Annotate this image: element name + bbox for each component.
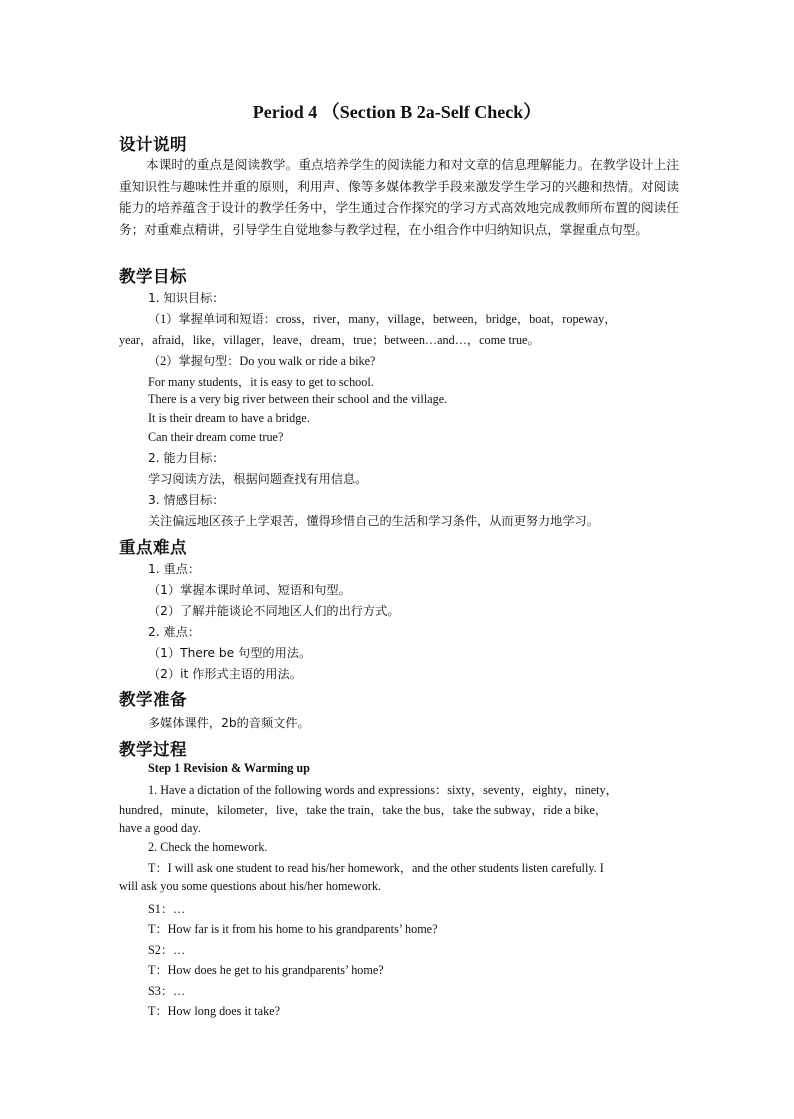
ability-goal-text: 学习阅读方法，根据问题查找有用信息。 <box>148 472 368 486</box>
key-point-2: （2）了解并能谈论不同地区人们的出行方式。 <box>148 604 400 618</box>
knowledge-goal-label: 1. 知识目标： <box>148 291 225 305</box>
student-1-line: S1：… <box>148 902 186 916</box>
step-1-title: Step 1 Revision & Warming up <box>148 761 310 775</box>
dictation-line-3: have a good day. <box>119 821 201 835</box>
emotion-goal-label: 3. 情感目标： <box>148 493 225 507</box>
sentence-pattern-label: （2）掌握句型：Do you walk or ride a bike? <box>148 354 376 368</box>
check-homework: 2. Check the homework. <box>148 840 268 854</box>
ability-goal-label: 2. 能力目标： <box>148 451 225 465</box>
heading-teaching-process: 教学过程 <box>119 740 187 759</box>
teacher-line-4: T：How long does it take? <box>148 1004 281 1018</box>
sentence-2: There is a very big river between their school and the village. <box>148 392 448 406</box>
difficult-point-label: 2. 难点： <box>148 625 201 639</box>
sentence-3: It is their dream to have a bridge. <box>148 411 310 425</box>
teacher-line-1b: will ask you some questions about his/her homework. <box>119 879 382 893</box>
key-point-label: 1. 重点： <box>148 562 201 576</box>
dictation-line-2: hundred，minute，kilometer，live，take the train，take the bus，take the subway，ride a bike， <box>119 803 608 817</box>
heading-teaching-prep: 教学准备 <box>119 690 187 709</box>
heading-key-points: 重点难点 <box>119 538 187 557</box>
difficult-point-2: （2）it 作形式主语的用法。 <box>148 667 302 681</box>
emotion-goal-text: 关注偏远地区孩子上学艰苦，懂得珍惜自己的生活和学习条件，从而更努力地学习。 <box>148 514 599 528</box>
teacher-line-3: T：How does he get to his grandparents’ home? <box>148 963 384 977</box>
difficult-point-1: （1）There be 句型的用法。 <box>148 646 312 660</box>
key-point-1: （1）掌握本课时单词、短语和句型。 <box>148 583 351 597</box>
sentence-4: Can their dream come true? <box>148 430 284 444</box>
design-paragraph: 本课时的重点是阅读教学。重点培养学生的阅读能力和对文章的信息理解能力。在教学设计上注重知识性与趣味性并重的原则，利用声、像等多媒体教学手段来激发学生学习的兴趣和热情。对阅读能力的培养蕴含于设计的教学任务中，学生通过合作探究的学习方式高效地完成教师所布置的阅读任务；对重难点精讲，引导学生自觉地参与教学过程，在小组合作中归纳知识点，掌握重点句型。 <box>119 157 679 237</box>
vocab-line-1: （1）掌握单词和短语：cross，river，many，village，between，bridge，boat，ropeway， <box>148 312 617 326</box>
teacher-line-1a: T：I will ask one student to read his/her homework，and the other students listen carefully. I <box>148 861 604 875</box>
heading-teaching-goals: 教学目标 <box>119 267 187 286</box>
prep-text: 多媒体课件，2b的音频文件。 <box>148 716 310 730</box>
student-3-line: S3：… <box>148 984 186 998</box>
heading-design-notes: 设计说明 <box>119 135 187 154</box>
dictation-line-1: 1. Have a dictation of the following words and expressions：sixty，seventy，eighty，ninety， <box>148 783 618 797</box>
sentence-1: For many students，it is easy to get to school. <box>148 375 374 389</box>
student-2-line: S2：… <box>148 943 186 957</box>
document-title: Period 4 （Section B 2a-Self Check） <box>252 102 542 122</box>
teacher-line-2: T：How far is it from his home to his grandparents’ home? <box>148 922 438 936</box>
vocab-line-2: year，afraid，like，villager，leave，dream，true；between…and…，come true。 <box>119 333 540 347</box>
